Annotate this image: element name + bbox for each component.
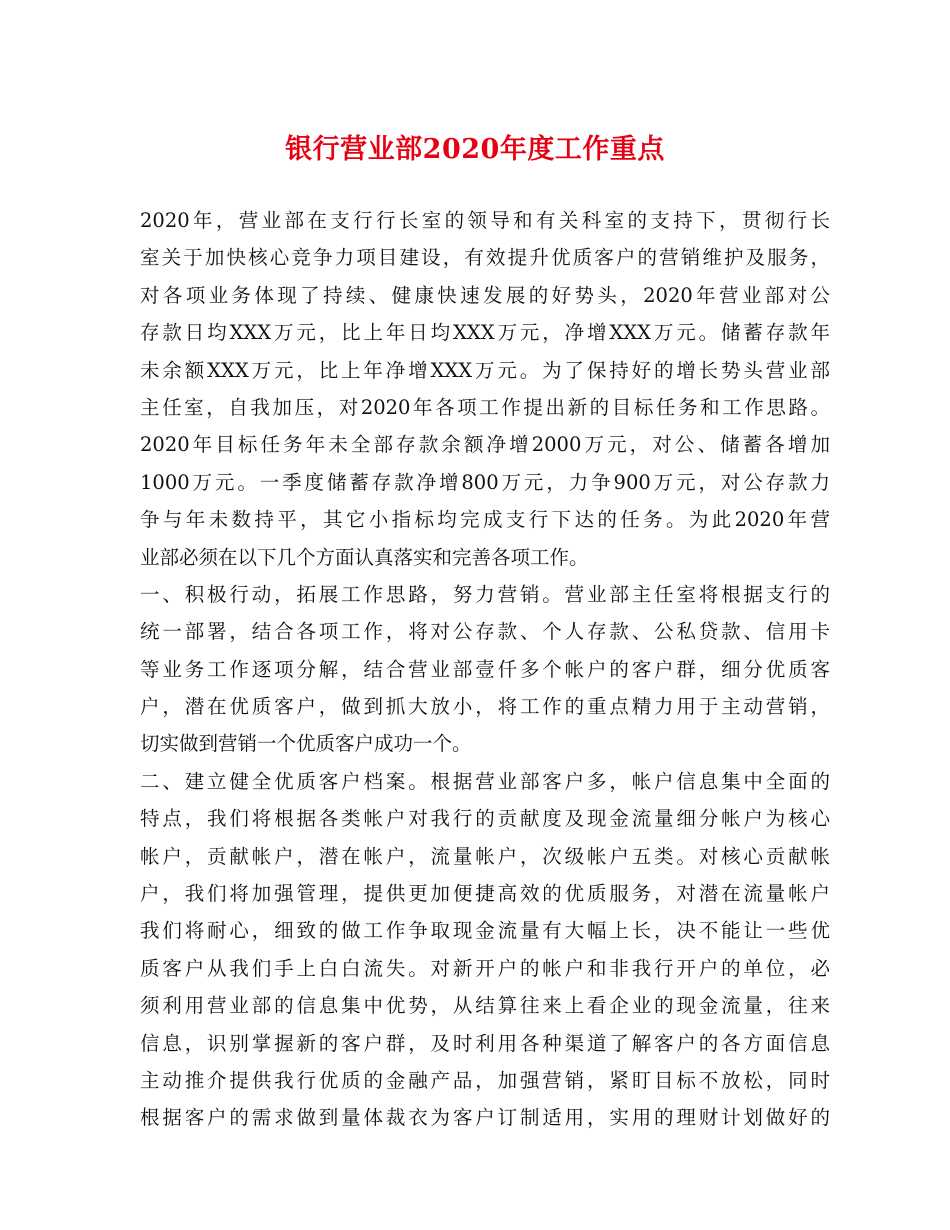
paragraph-line: 户，潜在优质客户，做到抓大放小，将工作的重点精力用于主动营销，	[140, 695, 830, 719]
paragraph-line: 存款日均XXX万元，比上年日均XXX万元，净增XXX万元。储蓄存款年	[140, 321, 830, 345]
paragraph-line: 业部必须在以下几个方面认真落实和完善各项工作。	[140, 545, 589, 569]
paragraph-line: 我们将耐心，细致的做工作争取现金流量有大幅上长，决不能让一些优	[140, 919, 830, 943]
paragraph-line: 主动推介提供我行优质的金融产品，加强营销，紧盯目标不放松，同时	[140, 1068, 830, 1092]
paragraph-line: 特点，我们将根据各类帐户对我行的贡献度及现金流量细分帐户为核心	[140, 807, 830, 831]
paragraph-line: 二、建立健全优质客户档案。根据营业部客户多，帐户信息集中全面的	[140, 769, 830, 793]
document-body	[140, 202, 830, 1137]
paragraph-line: 统一部署，结合各项工作，将对公存款、个人存款、公私贷款、信用卡	[140, 620, 830, 644]
paragraph-line: 主任室，自我加压，对2020年各项工作提出新的目标任务和工作思路。	[140, 395, 830, 419]
paragraph-line: 须利用营业部的信息集中优势，从结算往来上看企业的现金流量，往来	[140, 994, 830, 1018]
paragraph-line: 未余额XXX万元，比上年净增XXX万元。为了保持好的增长势头营业部	[140, 358, 830, 382]
paragraph-line: 质客户从我们手上白白流失。对新开户的帐户和非我行开户的单位，必	[140, 956, 830, 980]
paragraph-line: 信息，识别掌握新的客户群，及时利用各种渠道了解客户的各方面信息	[140, 1031, 830, 1055]
paragraph-line: 等业务工作逐项分解，结合营业部壹仟多个帐户的客户群，细分优质客	[140, 657, 830, 681]
paragraph-line: 1000万元。一季度储蓄存款净增800万元，力争900万元，对公存款力	[140, 470, 830, 494]
paragraph-line: 帐户，贡献帐户，潜在帐户，流量帐户，次级帐户五类。对核心贡献帐	[140, 844, 830, 868]
document-title: 银行营业部2020年度工作重点	[285, 134, 665, 165]
paragraph-line: 户，我们将加强管理，提供更加便捷高效的优质服务，对潜在流量帐户	[140, 882, 830, 906]
paragraph-line: 一、积极行动，拓展工作思路，努力营销。营业部主任室将根据支行的	[140, 582, 830, 606]
paragraph-line: 根据客户的需求做到量体裁衣为客户订制适用，实用的理财计划做好的	[140, 1106, 830, 1130]
paragraph-line: 争与年未数持平，其它小指标均完成支行下达的任务。为此2020年营	[140, 508, 830, 532]
paragraph-line: 室关于加快核心竞争力项目建设，有效提升优质客户的营销维护及服务，	[140, 246, 830, 270]
paragraph-line: 切实做到营销一个优质客户成功一个。	[140, 732, 472, 756]
paragraph-line: 2020年目标任务年未全部存款余额净增2000万元，对公、储蓄各增加	[140, 433, 830, 457]
paragraph-line: 对各项业务体现了持续、健康快速发展的好势头，2020年营业部对公	[140, 283, 830, 307]
paragraph-line: 2020年，营业部在支行行长室的领导和有关科室的支持下，贯彻行长	[140, 209, 830, 232]
